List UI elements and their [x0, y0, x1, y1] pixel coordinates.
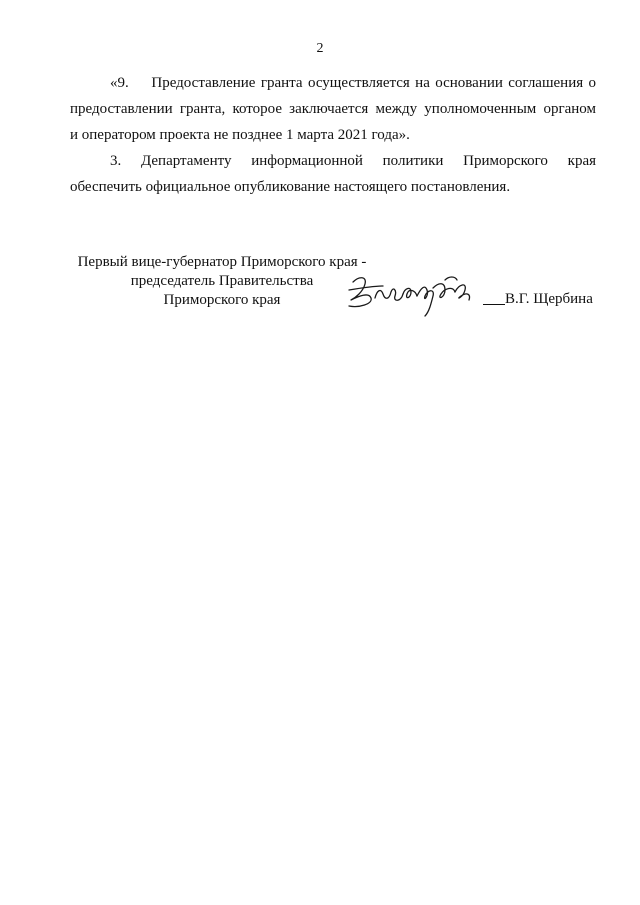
- signature-line: [483, 304, 505, 305]
- signatory-title-line: Приморского края: [163, 292, 281, 308]
- signatory-title-line: Первый вице-губернатор Приморского края -: [77, 254, 367, 270]
- paragraph-text: Предоставление гранта осуществляется на основании соглашения о: [151, 75, 596, 91]
- signatory-title-line: председатель Правительства: [130, 273, 314, 289]
- paragraph-line: [70, 70, 596, 96]
- paragraph-item-3: [70, 148, 596, 200]
- signatory-title: [72, 253, 372, 310]
- paragraph-line: предоставлении гранта, которое заключается между уполномоченным органом: [70, 101, 596, 117]
- paragraph-amendment-9: [70, 70, 596, 148]
- page-number: 2: [316, 41, 324, 56]
- handwritten-signature: [345, 268, 495, 318]
- paragraph-line: 3. Департаменту информационной политики Приморского края: [110, 153, 596, 169]
- paragraph-line: обеспечить официальное опубликование настоящего постановления.: [70, 179, 511, 195]
- clause-label: «9.: [110, 75, 129, 91]
- signer-name: В.Г. Щербина: [505, 291, 593, 307]
- paragraph-line: и оператором проекта не позднее 1 марта 2021 года».: [70, 127, 410, 143]
